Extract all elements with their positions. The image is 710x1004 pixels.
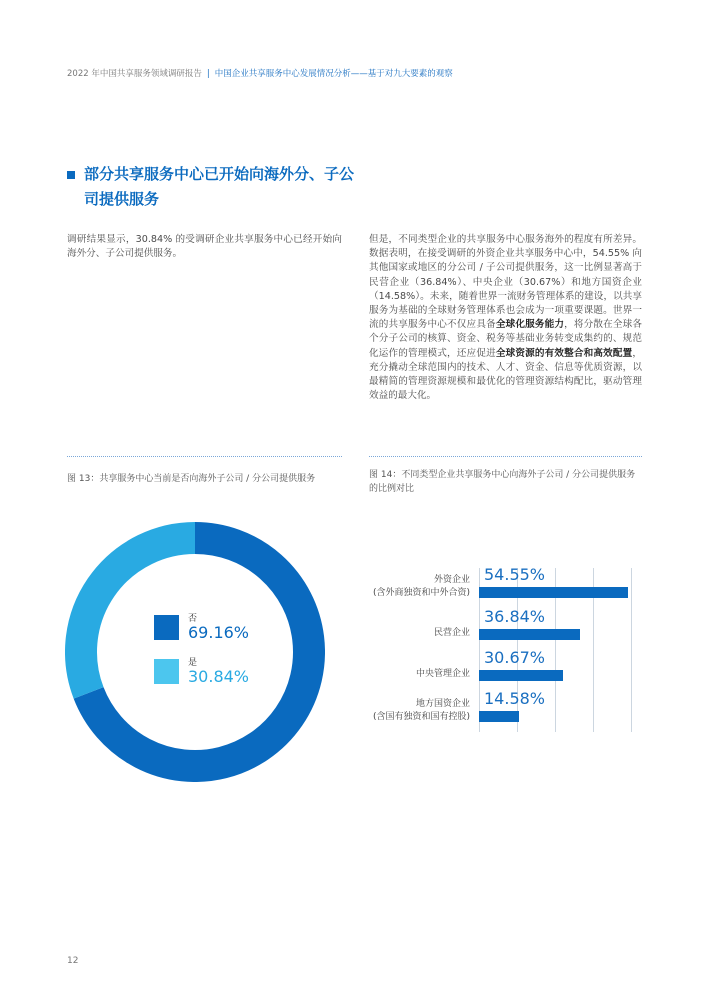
paragraph-right-part1: 但是，不同类型企业的共享服务中心服务海外的程度有所差异。数据表明，在接受调研的外资企业共享服务中心中，54.55% 向其他国家或地区的分公司 / 子公司提供服务，这一比例显著高于民营企业（36.84%）、中央企业（30.67%）和地方国资企业（14.58%）。未来，随着世界一流财务管理体系的建设，以共享服务为基础的全球财务管理体系也会成为一项重要课题。世界一流的共享服务中心不仅应具备 xyxy=(369,234,642,331)
bar xyxy=(479,670,563,681)
legend-value: 30.84% xyxy=(188,667,250,686)
bar-category-line: 地方国资企业 xyxy=(415,699,470,709)
header-separator: | xyxy=(206,69,210,79)
paragraph-right-bold2: 全球资源的有效整合和高效配置 xyxy=(495,347,633,359)
bar-gridline xyxy=(631,568,632,732)
header-subtitle: 中国企业共享服务中心发展情况分析——基于对九大要素的观察 xyxy=(214,69,453,79)
paragraph-left: 调研结果显示，30.84% 的受调研企业共享服务中心已经开始向海外分、子公司提供服务。 xyxy=(67,234,342,260)
paragraph-right-bold1: 全球化服务能力 xyxy=(495,319,565,331)
paragraph-right xyxy=(369,233,642,403)
bar-category-label xyxy=(434,627,470,640)
legend-label: 是 xyxy=(188,658,198,668)
bar-value-label: 36.84% xyxy=(484,607,546,626)
paragraph-right-part3: ，充分撬动全球范围内的技术、人才、资金、信息等优质资源，以最精简的管理资源规模和最优化的管理资源结构配比，驱动管理效益的最大化。 xyxy=(369,347,643,402)
bar-chart xyxy=(0,560,710,740)
bar-category-line: (含国有独资和国有控股) xyxy=(372,712,470,722)
bar-category-label xyxy=(373,698,470,724)
figure-13-caption: 图 13：共享服务中心当前是否向海外子公司 / 分公司提供服务 xyxy=(67,474,316,484)
bar-category-label xyxy=(373,574,470,600)
bar-category-label xyxy=(416,668,470,681)
bar-value-label: 54.55% xyxy=(484,565,546,584)
section-heading xyxy=(67,162,367,212)
bar-value-label: 30.67% xyxy=(484,648,546,667)
bar xyxy=(479,629,580,640)
square-bullet-icon xyxy=(67,171,75,179)
bar-category-line: 民营企业 xyxy=(433,628,470,638)
section-title: 部分共享服务中心已开始向海外分、子公司提供服务 xyxy=(84,165,355,208)
divider-right xyxy=(369,456,642,457)
bar-category-line: 外资企业 xyxy=(433,575,470,585)
header-report-title: 2022 年中国共享服务领域调研报告 xyxy=(67,69,202,79)
bar-value-label: 14.58% xyxy=(484,689,546,708)
divider-left xyxy=(67,456,342,457)
bar xyxy=(479,587,628,598)
legend-label: 否 xyxy=(188,614,198,624)
bar-category-line: (含外商独资和中外合资) xyxy=(372,588,470,598)
legend-value: 69.16% xyxy=(188,623,250,642)
figure-14-caption: 图 14：不同类型企业共享服务中心向海外子公司 / 分公司提供服务的比例对比 xyxy=(369,470,636,494)
page-header xyxy=(67,67,453,79)
bar xyxy=(479,711,519,722)
page-number: 12 xyxy=(67,956,79,966)
paragraph-right-part2: ，将分散在全球各个分子公司的核算、资金、税务等基础业务转变成集约的、规范化运作的管理模式，还应促进 xyxy=(369,319,643,359)
bar-category-line: 中央管理企业 xyxy=(415,669,470,679)
